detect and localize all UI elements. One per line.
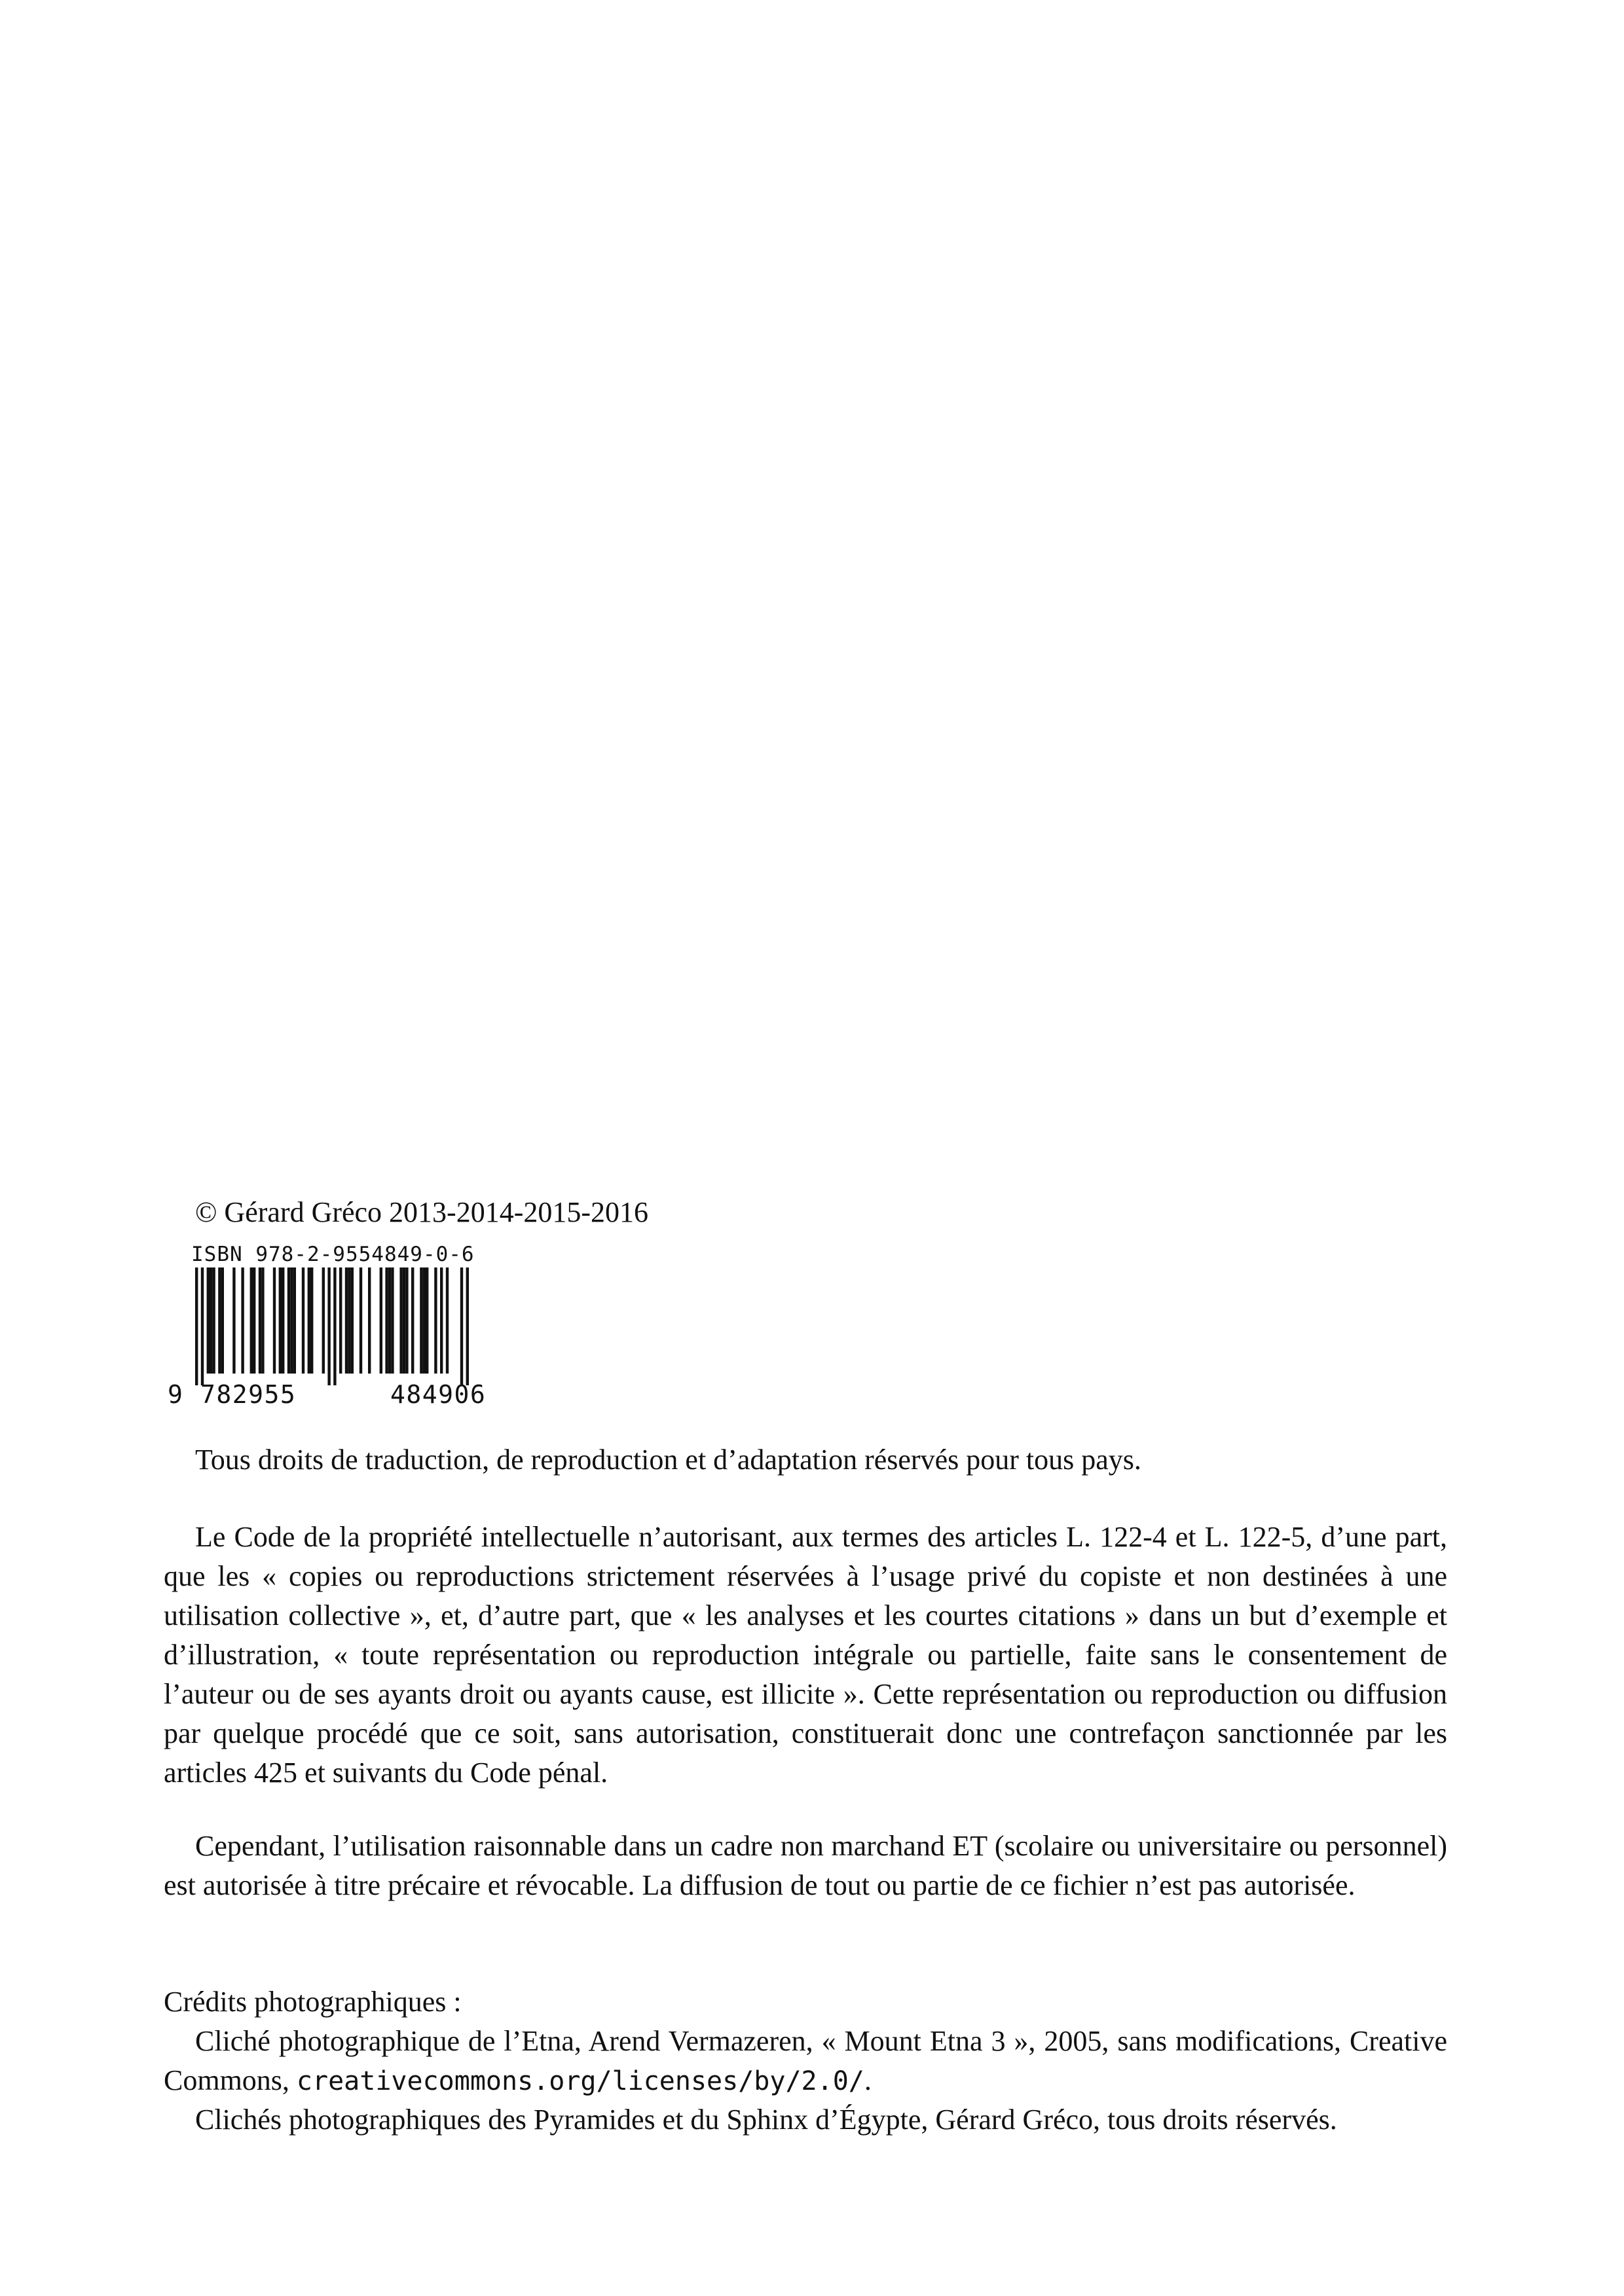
barcode-bar [250, 1267, 253, 1374]
barcode-guard-bar [327, 1267, 330, 1385]
barcode-bar [302, 1267, 304, 1374]
ean-left-digits: 782955 [200, 1380, 297, 1409]
barcode-bar [388, 1267, 391, 1374]
barcode-bar [253, 1267, 255, 1374]
barcode-bar [403, 1267, 405, 1374]
intellectual-property-paragraph: Le Code de la propriété intellectuelle n’autorisant, aux termes des articles L. 122-4 et L. 122-5, d’une part, que les « copies ou reproductions strictement réservées à l’usage privé du copiste et non destinées à une utilisation collective », et, d’autre part, que « les analyses et les courtes citations » dans un but d’exemple et d’illustration, « toute représentation ou reproduction intégrale ou partielle, faite sans le consentement de l’auteur ou de ses ayants droit ou ayants cause, est illicite ». Cette représentation ou reproduction ou diffusion par quelque procédé que ce soit, sans autorisation, constituerait donc une contrefaçon sanctionnée par les articles 425 et suivants du Code pénal. [164, 1521, 1447, 1789]
barcode-bar [241, 1267, 244, 1374]
barcode-bar [446, 1267, 449, 1374]
barcode-bar [351, 1267, 354, 1374]
barcode-bar [273, 1267, 276, 1374]
barcode-bar [339, 1267, 342, 1374]
ean-right-digits: 484906 [390, 1380, 487, 1409]
photo-credit-etna-text: Cliché photographique de l’Etna, Arend Vermazeren, « Mount Etna 3 », 2005, sans modifications, Creative Commons, [164, 2025, 1447, 2096]
barcode-bar [287, 1267, 290, 1374]
barcode-bar [380, 1267, 382, 1374]
copyright-notice: © Gérard Gréco 2013-2014-2015-2016 [195, 1196, 649, 1228]
barcode-bar [399, 1267, 402, 1374]
photo-credit-pyramides: Clichés photographiques des Pyramides et du Sphinx d’Égypte, Gérard Gréco, tous droits réservés. [195, 2104, 1337, 2136]
barcode-bars [164, 1267, 504, 1385]
barcode-bar [440, 1267, 443, 1374]
barcode-guard-bar [460, 1267, 463, 1385]
barcode-bar [391, 1267, 394, 1374]
barcode-bar [385, 1267, 388, 1374]
barcode-bar [420, 1267, 422, 1374]
barcode-bar [282, 1267, 284, 1374]
barcode-bar [232, 1267, 235, 1374]
barcode-guard-bar [333, 1267, 336, 1385]
barcode-bar [426, 1267, 428, 1374]
isbn-label: ISBN 978-2-9554849-0-6 [191, 1243, 475, 1266]
barcode-bar [279, 1267, 282, 1374]
barcode-bar [212, 1267, 215, 1374]
creative-commons-link[interactable]: creativecommons.org/licenses/by/2.0/ [296, 2066, 864, 2096]
barcode-bar [322, 1267, 325, 1374]
barcode-guard-bar [195, 1267, 198, 1385]
photo-credits-heading: Crédits photographiques : [164, 1986, 462, 2018]
isbn-barcode [164, 1243, 504, 1413]
photo-credit-etna [164, 2022, 1447, 2101]
barcode-bar [411, 1267, 414, 1374]
barcode-bar [434, 1267, 437, 1374]
barcode-bar [261, 1267, 264, 1374]
rights-statement: Tous droits de traduction, de reproduction et d’adaptation réservés pour tous pays. [195, 1444, 1141, 1476]
barcode-bar [218, 1267, 221, 1374]
barcode-bar [308, 1267, 310, 1374]
barcode-bar [345, 1267, 348, 1374]
barcode-bar [259, 1267, 261, 1374]
usage-permission-paragraph: Cependant, l’utilisation raisonnable dans un cadre non marchand ET (scolaire ou universitaire ou personnel) est autorisée à titre précaire et révocable. La diffusion de tout ou partie de ce fichier n’est pas autorisée. [164, 1830, 1447, 1901]
barcode-guard-bar [466, 1267, 469, 1385]
barcode-bar [221, 1267, 224, 1374]
barcode-bar [310, 1267, 313, 1374]
barcode-bar [423, 1267, 426, 1374]
barcode-bar [207, 1267, 210, 1374]
barcode-guard-bar [201, 1267, 204, 1385]
barcode-bar [360, 1267, 362, 1374]
ean-first-digit: 9 [168, 1380, 183, 1409]
barcode-bar [290, 1267, 293, 1374]
barcode-bar [348, 1267, 350, 1374]
barcode-bar [210, 1267, 212, 1374]
barcode-bar [405, 1267, 408, 1374]
barcode-bar [293, 1267, 296, 1374]
barcode-bar [368, 1267, 371, 1374]
photo-credit-etna-end: . [864, 2064, 872, 2096]
